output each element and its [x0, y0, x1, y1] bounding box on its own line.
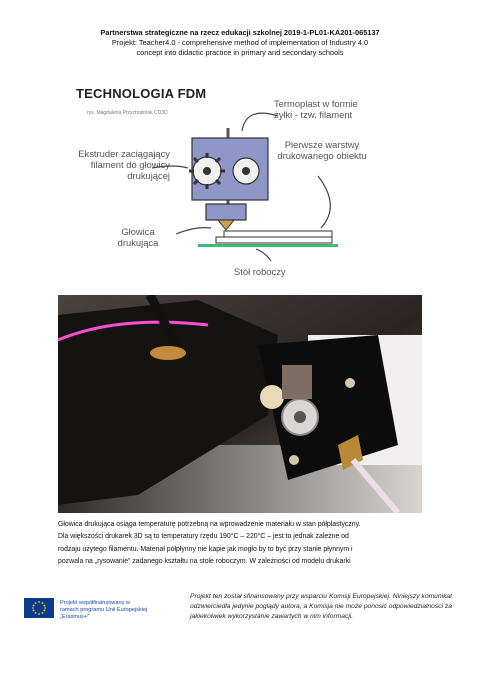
- printhead-photo: [58, 295, 422, 513]
- label-print-bed: Stół roboczy: [234, 266, 286, 277]
- document-header: [0, 28, 480, 58]
- arrow-head: [176, 228, 211, 234]
- label-filament: Termoplast w formie żyłki - tzw. filament: [274, 98, 358, 120]
- printhead-photo-image: [58, 295, 422, 513]
- arrow-layers: [318, 176, 330, 228]
- caption-text: [58, 519, 422, 568]
- heater-block: [206, 204, 246, 220]
- arrow-bed: [256, 249, 271, 261]
- label-print-head: Głowica drukująca: [117, 226, 159, 248]
- caption-line: Głowica drukująca osiąga temperaturę potrzebną na wprowadzenie materiału w stan półplastyczny.: [58, 521, 361, 528]
- nozzle: [218, 220, 234, 230]
- eu-flag-icon: [24, 598, 54, 618]
- header-program: Partnerstwa strategiczne na rzecz edukacji szkolnej 2019-1-PL01-KA201-065137: [100, 28, 380, 37]
- header-project-cont: concept into didactic practice in primary and secondary schools: [136, 48, 344, 57]
- print-bed: [198, 244, 338, 247]
- caption-line: pozwala na „rysowanie” zadanego kształtu na stole roboczym. W zależności od modelu drukarki: [58, 557, 351, 565]
- diagram-title: TECHNOLOGIA FDM: [76, 86, 207, 101]
- funding-disclaimer: Projekt ten został sfinansowany przy wsparciu Komisji Europejskiej. Niniejszy komunikat odzwierciedla jedynie poglądy autora, a Komisja nie może ponosić odpowiedzialności za jakiekolwiek wykorzystanie zawartych w nim informacji.: [190, 593, 452, 621]
- label-extruder: Ekstruder zaciągający filament do głowicy drukującej: [78, 148, 170, 181]
- header-project: Projekt: Teacher4.0 - comprehensive method of implementation of Industry 4.0: [111, 38, 369, 47]
- printed-layer-1: [224, 231, 332, 237]
- fdm-diagram: [56, 76, 426, 291]
- label-layers: Pierwsze warstwy drukowanego obiektu: [277, 139, 367, 161]
- arrow-filament: [242, 113, 278, 131]
- diagram-credit: rys. Magdalena Przychodniak CD3D: [87, 110, 168, 116]
- eu-cofinancing-text: Projekt współfinansowany w ramach programu Unii Europejskiej „Erasmus+”: [60, 600, 148, 620]
- caption-line: Dla większości drukarek 3D są to temperatury rzędu 190°C – 220°C – jest to jednak zależne od: [58, 533, 349, 541]
- printed-layer-2: [216, 237, 332, 243]
- fdm-illustration: [56, 76, 426, 291]
- caption-line: rodzaju użytego filamentu. Materiał półpłynny nie kapie jak mogło by to być przy stanie płynnym i: [58, 545, 353, 553]
